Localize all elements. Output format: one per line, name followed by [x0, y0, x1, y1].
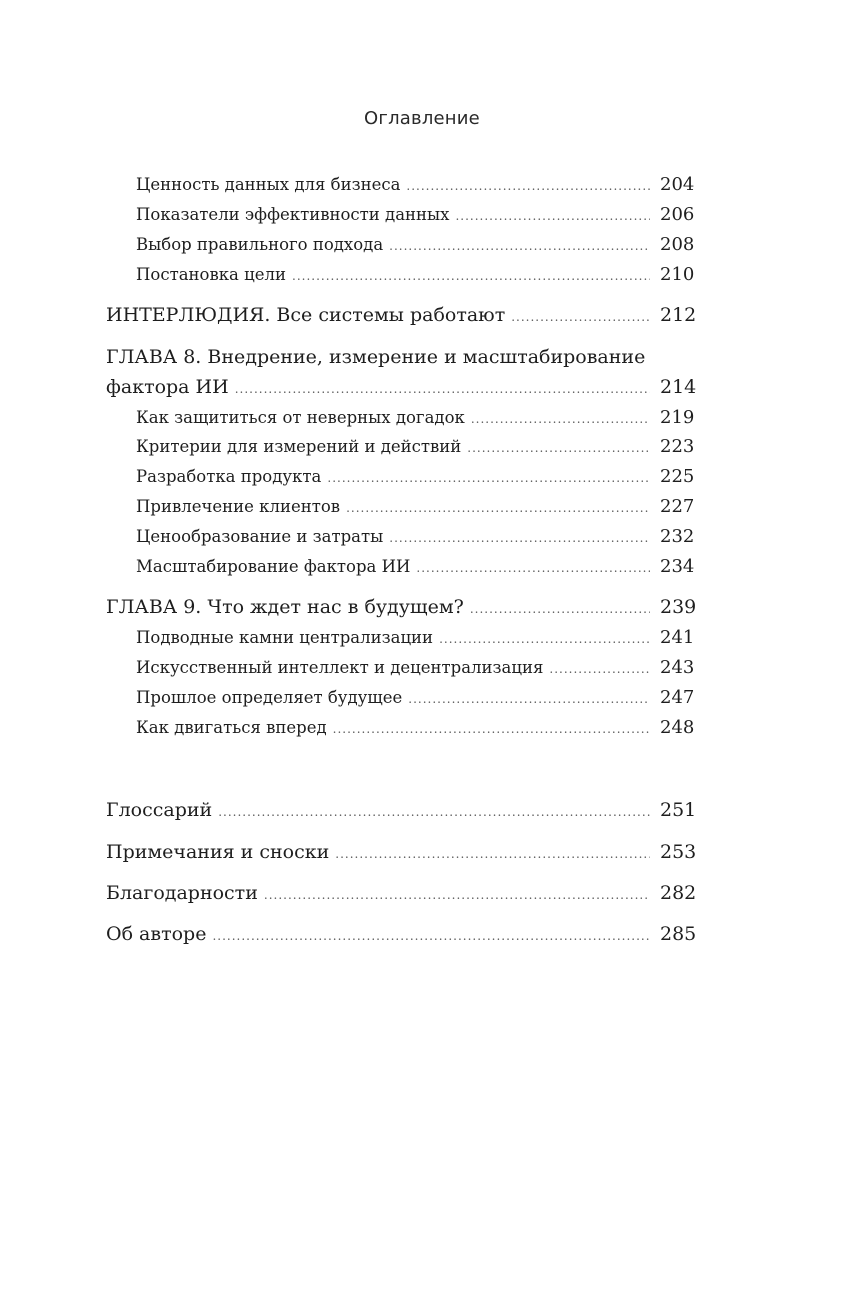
toc-entry-page: 285: [660, 923, 697, 945]
dot-leader: [389, 531, 650, 545]
toc-entry-label: Выбор правильного подхода: [136, 235, 384, 254]
toc-entry-label: Ценность данных для бизнеса: [136, 175, 401, 194]
toc-entry-page: 234: [660, 556, 695, 577]
dot-leader: [470, 602, 650, 616]
dot-leader: [467, 441, 650, 455]
toc-entry-label: Примечания и сноски: [106, 841, 330, 863]
toc-entry-page: 243: [660, 657, 695, 678]
toc-entry-label: фактора ИИ: [106, 376, 229, 398]
toc-entry-label: Как защититься от неверных догадок: [136, 408, 465, 427]
dot-leader: [335, 847, 650, 861]
dot-leader: [511, 310, 650, 324]
toc-entry-page: 241: [660, 627, 695, 648]
dot-leader: [389, 239, 650, 253]
toc-entry[interactable]: [136, 526, 694, 550]
toc-entry-page: 282: [660, 882, 697, 904]
toc-entry[interactable]: [136, 627, 694, 651]
dot-leader: [264, 888, 650, 902]
toc-entry-label: Разработка продукта: [136, 467, 322, 486]
dot-leader: [292, 269, 650, 283]
toc-entry[interactable]: [136, 466, 694, 490]
toc-entry-page: 208: [660, 234, 695, 255]
toc-entry-label: ИНТЕРЛЮДИЯ. Все системы работают: [106, 304, 506, 326]
dot-leader: [408, 692, 650, 706]
toc-entry[interactable]: [136, 496, 694, 520]
toc-entry[interactable]: [136, 234, 694, 258]
dot-leader: [406, 179, 650, 193]
toc-entry[interactable]: [136, 407, 694, 431]
toc-entry-label: Привлечение клиентов: [136, 497, 341, 516]
toc-entry-page: 214: [660, 376, 697, 398]
toc-entry-page: 247: [660, 687, 695, 708]
toc-entry[interactable]: [136, 556, 694, 580]
dot-leader: [471, 412, 650, 426]
toc-entry[interactable]: [136, 204, 694, 228]
toc-entry-label: Искусственный интеллект и децентрализация: [136, 658, 544, 677]
toc-entry-page: 227: [660, 496, 695, 517]
toc-entry-label: Благодарности: [106, 882, 258, 904]
dot-leader: [212, 929, 650, 943]
toc-entry-page: 225: [660, 466, 695, 487]
toc-entry-page: 206: [660, 204, 695, 225]
toc-entry-page: 204: [660, 174, 695, 195]
toc-entry-label: Об авторе: [106, 923, 207, 945]
toc-entry-page: 232: [660, 526, 695, 547]
toc-entry[interactable]: [136, 264, 694, 288]
toc-entry-page: 248: [660, 717, 695, 738]
dot-leader: [549, 662, 650, 676]
dot-leader: [455, 209, 650, 223]
dot-leader: [327, 471, 650, 485]
toc-entry-about-author[interactable]: [106, 923, 697, 947]
dot-leader: [439, 632, 650, 646]
toc-entry-page: 212: [660, 304, 697, 326]
toc-entry-label: Ценообразование и затраты: [136, 527, 384, 546]
toc-entry-chapter-8[interactable]: [106, 376, 697, 400]
dot-leader: [346, 501, 650, 515]
dot-leader: [235, 382, 650, 396]
dot-leader: [218, 805, 650, 819]
toc-entry[interactable]: [136, 657, 694, 681]
toc-entry-page: 210: [660, 264, 695, 285]
toc-entry-label: Прошлое определяет будущее: [136, 688, 403, 707]
toc-entry-page: 219: [660, 407, 695, 428]
dot-leader: [416, 561, 650, 575]
toc-entry-interlude[interactable]: [106, 304, 697, 328]
toc-entry-page: 223: [660, 436, 695, 457]
toc-entry[interactable]: [136, 174, 694, 198]
toc-entry-notes[interactable]: [106, 841, 697, 865]
toc-entry-label: Постановка цели: [136, 265, 286, 284]
toc-entry-label: Показатели эффективности данных: [136, 205, 450, 224]
toc-entry-page: 239: [660, 596, 697, 618]
toc-entry-chapter-9[interactable]: [106, 596, 697, 620]
toc-entry-page: 253: [660, 841, 697, 863]
page-header-title: Оглавление: [364, 108, 480, 129]
toc-entry[interactable]: [136, 436, 694, 460]
toc-entry-label: Подводные камни централизации: [136, 628, 434, 647]
toc-entry[interactable]: [136, 717, 694, 741]
toc-entry-glossary[interactable]: [106, 799, 697, 823]
toc-entry-acknowledgements[interactable]: [106, 882, 697, 906]
toc-entry-label: Масштабирование фактора ИИ: [136, 557, 411, 576]
toc-entry[interactable]: [136, 687, 694, 711]
toc-entry-page: 251: [660, 799, 697, 821]
toc-entry-label: Критерии для измерений и действий: [136, 437, 462, 456]
toc-entry-label: Глоссарий: [106, 799, 213, 821]
toc-entry-chapter-8-title-line1[interactable]: ГЛАВА 8. Внедрение, измерение и масштабирование: [106, 346, 646, 368]
toc-entry-label: ГЛАВА 9. Что ждет нас в будущем?: [106, 596, 464, 618]
dot-leader: [333, 722, 650, 736]
toc-entry-label: Как двигаться вперед: [136, 718, 327, 737]
